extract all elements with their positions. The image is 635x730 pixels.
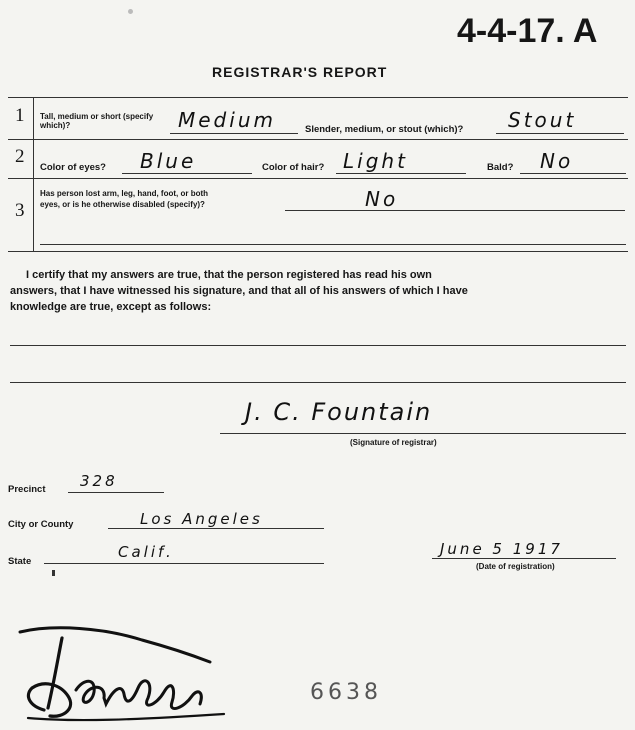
state-value: Calif. (118, 543, 174, 561)
disabled-underline-2 (40, 244, 626, 245)
stamp-number: 6638 (310, 680, 382, 705)
bald-label: Bald? (487, 162, 514, 173)
exceptions-line-2 (10, 382, 626, 383)
bald-underline (520, 173, 626, 174)
city-label: City or County (8, 519, 74, 530)
registrar-signature-line (220, 433, 626, 434)
box-divider (33, 97, 34, 251)
eyes-value: Blue (140, 149, 197, 173)
box-top-border (8, 97, 628, 98)
hair-underline (336, 173, 466, 174)
certification-line-1: I certify that my answers are true, that the person registered has read his own (26, 269, 432, 281)
disabled-label-line-1: Has person lost arm, leg, hand, foot, or both (40, 189, 209, 198)
build-value: Stout (508, 108, 577, 132)
state-label: State (8, 556, 32, 567)
hair-value: Light (343, 149, 408, 173)
registration-date-value: June 5 1917 (440, 540, 563, 558)
handwritten-signature-mark (14, 618, 234, 726)
row-divider-1 (8, 139, 628, 140)
disabled-underline-1 (285, 210, 625, 211)
bald-value: No (540, 149, 574, 173)
build-label: Slender, medium, or stout (which)? (305, 124, 464, 135)
certification-line-2: answers, that I have witnessed his signature, and that all of his answers of which I have (10, 285, 468, 297)
registration-date-label: (Date of registration) (476, 562, 555, 571)
height-label: Tall, medium or short (specify which)? (40, 112, 154, 130)
eyes-label: Color of eyes? (40, 162, 106, 173)
disabled-label-line-2: eyes, or is he otherwise disabled (specify)? (40, 200, 205, 209)
height-value: Medium (178, 108, 276, 132)
certification-line-3: knowledge are true, except as follows: (10, 301, 212, 313)
registrar-signature: J. C. Fountain (245, 398, 433, 426)
city-value: Los Angeles (140, 510, 263, 528)
city-underline (108, 528, 324, 529)
hair-label: Color of hair? (262, 162, 325, 173)
precinct-value: 328 (80, 472, 118, 490)
scan-speck (52, 570, 55, 576)
box-bottom-border (8, 251, 628, 252)
scan-speck (128, 9, 133, 14)
registrar-signature-label: (Signature of registrar) (350, 438, 437, 447)
report-title: REGISTRAR'S REPORT (212, 64, 388, 80)
state-underline (44, 563, 324, 564)
row-2-number: 2 (15, 146, 25, 167)
build-underline (496, 133, 624, 134)
eyes-underline (122, 173, 252, 174)
disabled-value: No (365, 187, 399, 211)
registration-date-underline (432, 558, 616, 559)
height-underline (170, 133, 298, 134)
row-3-number: 3 (15, 200, 25, 221)
precinct-underline (68, 492, 164, 493)
row-divider-2 (8, 178, 628, 179)
precinct-label: Precinct (8, 484, 46, 495)
exceptions-line-1 (10, 345, 626, 346)
row-1-number: 1 (15, 105, 25, 126)
serial-number: 4-4-17. A (457, 12, 598, 50)
